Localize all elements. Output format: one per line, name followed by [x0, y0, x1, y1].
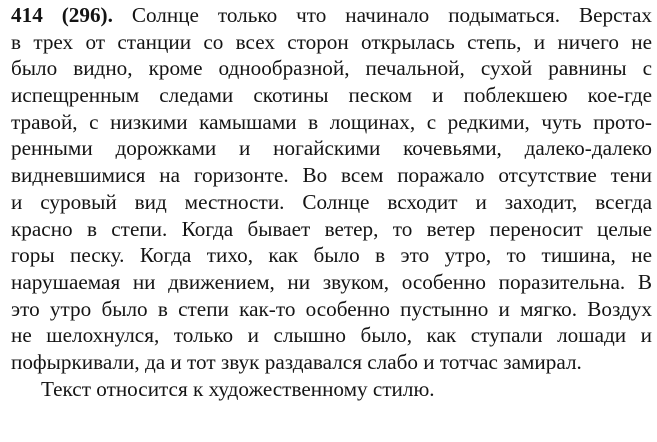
text-line: нарушаемая ни движением, ни звуком, особенно поразительна. В [11, 269, 652, 294]
text-line: испещренным следами скотины песком и поблекшею кое-где [11, 83, 652, 108]
text-line: и суровый вид местности. Солнце всходит и заходит, всегда [11, 189, 652, 214]
task-number: 414 (296). [11, 3, 113, 27]
exercise-text [11, 2, 652, 402]
text-line: травой, с низкими камышами в лощинах, с редкими, чуть прото- [11, 109, 652, 134]
text-line: видневшимися на горизонте. Во всем поражало отсутствие тени [11, 163, 652, 188]
text-line: не шелохнулся, только и слышно было, как ступали лошади и [11, 323, 652, 348]
text-line: было видно, кроме однообразной, печальной, сухой равнины с [11, 56, 652, 81]
text-line: Солнце только что начинало подыматься. Верстах [131, 3, 652, 27]
text-line: красно в степи. Когда бывает ветер, то ветер переносит целые [11, 216, 652, 241]
style-note: Текст относится к художественному стилю. [41, 376, 435, 401]
text-line: в трех от станции со всех сторон открылась степь, и ничего не [11, 29, 652, 54]
text-line-last: пофыркивали, да и тот звук раздавался слабо и тотчас замирал. [11, 349, 582, 374]
text-line-first [11, 2, 652, 29]
text-line: горы песку. Когда тихо, как было в это утро, то тишина, не [11, 243, 652, 268]
text-line: это утро было в степи как-то особенно пустынно и мягко. Воздух [11, 296, 652, 321]
text-line: ренными дорожками и ногайскими кочевьями, далеко-далеко [11, 136, 652, 161]
